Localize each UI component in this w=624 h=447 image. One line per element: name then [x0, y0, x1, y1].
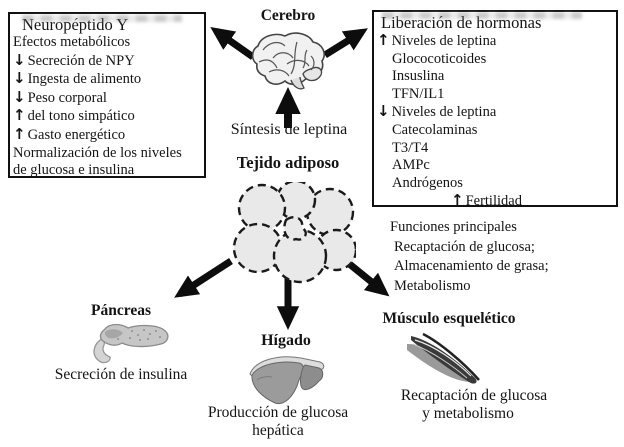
hormone-line-text: Andrógenos [392, 174, 463, 191]
down-arrow-icon: ↓ [13, 50, 25, 69]
artifact-smudge [382, 12, 582, 19]
npy-box-line [13, 145, 201, 163]
hormone-release-box [372, 10, 618, 210]
npy-line-text: Ingesta de alimento [27, 71, 142, 88]
npy-box-line [13, 89, 201, 108]
npy-box-line [13, 162, 201, 180]
npy-box-line [13, 52, 201, 71]
npy-line-text: Peso corporal [27, 89, 107, 106]
hormone-line-text: AMPc [392, 157, 430, 174]
functions-line: Metabolismo [394, 277, 471, 294]
adipose-cells-icon [228, 182, 356, 292]
brain-icon [243, 30, 329, 92]
hormones-box-line [377, 32, 613, 51]
npy-effects-box [8, 12, 206, 178]
npy-box-line [13, 126, 201, 145]
pancreas-icon [82, 317, 170, 369]
arrow-adipose-to-pancreas [180, 261, 231, 294]
up-arrow-icon: ↑ [377, 31, 389, 49]
hormones-box-line [377, 103, 613, 122]
brain-label: Cerebro [260, 7, 316, 24]
hormone-line-text: Catecolaminas [392, 121, 478, 138]
adipose-tissue-label: Tejido adiposo [236, 153, 340, 172]
up-arrow-icon: ↑ [13, 106, 25, 125]
npy-line-text: Efectos metabólicos [13, 34, 131, 50]
functions-line: Almacenamiento de grasa; [394, 258, 549, 274]
leptin-synthesis-label: Síntesis de leptina [230, 121, 348, 138]
hormones-box-line [377, 175, 613, 193]
muscle-caption-line1: Recaptación de glucosa [400, 387, 548, 404]
liver-icon [247, 350, 327, 406]
npy-box-line [13, 70, 201, 89]
down-arrow-icon: ↓ [13, 69, 25, 88]
muscle-caption-line2: y metabolismo [422, 405, 514, 422]
down-arrow-icon: ↓ [377, 102, 389, 121]
hormone-line-text: Niveles de leptina [391, 33, 497, 49]
main-functions-list [390, 218, 549, 296]
pancreas-label: Páncreas [91, 302, 151, 319]
pancreas-caption: Secreción de insulina [54, 366, 188, 383]
npy-line-text: Normalización de los niveles [13, 144, 182, 161]
hormone-line-text: Niveles de leptina [391, 104, 497, 121]
hormone-line-text: T3/T4 [392, 139, 429, 156]
hormones-box-line [377, 157, 613, 175]
npy-line-text: del tono simpático [27, 108, 135, 125]
npy-box-line [13, 107, 201, 126]
hormones-box-title: Liberación de hormonas [381, 13, 542, 32]
npy-line-text: de glucosa e insulina [13, 162, 135, 179]
skeletal-muscle-icon [405, 330, 485, 388]
hormone-line-text: TFN/IL1 [392, 85, 445, 102]
muscle-label: Músculo esquelético [382, 310, 516, 327]
npy-line-text: Gasto energético [27, 126, 126, 143]
liver-label: Hígado [261, 332, 311, 349]
down-arrow-icon: ↓ [13, 87, 25, 106]
functions-line: Recaptación de glucosa; [394, 238, 535, 255]
hormone-line-text: Fertilidad [465, 193, 522, 210]
artifact-smudge [22, 15, 182, 22]
hormones-box-line [377, 122, 613, 140]
npy-line-text: Secreción de NPY [27, 52, 135, 69]
functions-title: Funciones principales [390, 219, 517, 235]
liver-caption-line2: hepática [252, 422, 304, 439]
hormones-box-line [377, 192, 613, 211]
up-arrow-icon: ↑ [13, 124, 25, 143]
npy-box-title: Neuropéptido Y [22, 15, 129, 34]
hormone-line-text: Glococoticoides [392, 50, 487, 67]
liver-caption-line1: Producción de glucosa [207, 404, 349, 421]
hormone-line-text: Insuslina [392, 68, 445, 85]
up-arrow-icon: ↑ [451, 191, 463, 210]
hormones-box-line [377, 140, 613, 158]
npy-box-line [13, 34, 201, 52]
hormones-box-line [377, 86, 613, 104]
hormones-box-line [377, 51, 613, 69]
hormones-box-line [377, 68, 613, 86]
arrow-brain-to-hormones-box [325, 32, 362, 55]
